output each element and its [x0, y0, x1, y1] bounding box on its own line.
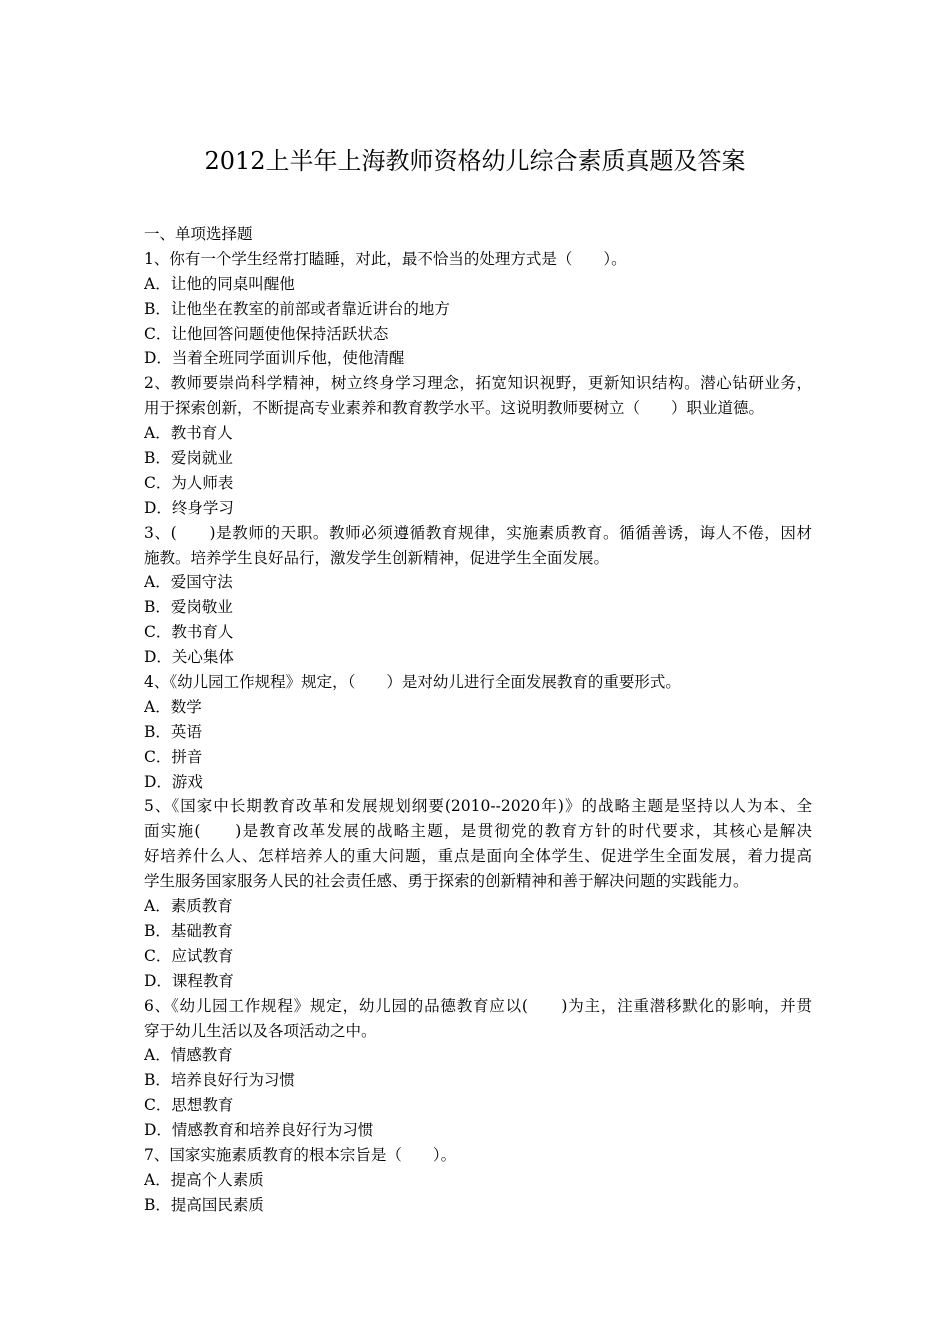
question-6-stem-line-2: 穿于幼儿生活以及各项活动之中。 [144, 1021, 377, 1040]
question-6-stem-line-1: 6、《幼儿园工作规程》规定，幼儿园的品德教育应以( )为主，注重潜移默化的影响，并贯 [144, 996, 812, 1015]
page-title: 2012上半年上海教师资格幼儿综合素质真题及答案 [204, 147, 746, 175]
question-2-stem-line-1: 2、教师要崇尚科学精神，树立终身学习理念，拓宽知识视野，更新知识结构。潜心钻研业务， [144, 374, 812, 393]
question-1-option-a: A．让他的同桌叫醒他 [144, 274, 295, 293]
question-5-stem-line-1: 5、《国家中长期教育改革和发展规划纲要(2010--2020年)》的战略主题是坚持以人为本、全 [144, 797, 812, 816]
question-7-option-a: A．提高个人素质 [144, 1170, 264, 1189]
question-3-option-c: C．教书育人 [144, 623, 234, 642]
question-4-option-a: A．数学 [144, 697, 202, 716]
question-5-option-d: D．课程教育 [144, 971, 234, 990]
question-3-option-d: D．关心集体 [144, 648, 234, 667]
question-3-option-a: A．爱国守法 [144, 573, 233, 592]
question-2-option-a: A．教书育人 [144, 424, 233, 443]
question-5-option-b: B．基础教育 [144, 921, 233, 940]
question-3-option-b: B．爱岗敬业 [144, 598, 233, 617]
question-5-option-c: C．应试教育 [144, 946, 234, 965]
question-6-option-c: C．思想教育 [144, 1096, 234, 1115]
question-2-option-d: D．终身学习 [144, 498, 234, 517]
question-6-option-a: A．情感教育 [144, 1046, 233, 1065]
section-heading: 一、单项选择题 [144, 225, 253, 243]
question-7-option-b: B．提高国民素质 [144, 1195, 264, 1214]
question-1-option-b: B．让他坐在教室的前部或者靠近讲台的地方 [144, 299, 450, 318]
question-3-stem-line-1: 3、( )是教师的天职。教师必须遵循教育规律，实施素质教育。循循善诱，诲人不倦，因材 [144, 523, 812, 542]
question-5-stem-line-2: 面实施( )是教育改革发展的战略主题，是贯彻党的教育方针的时代要求，其核心是解决 [144, 822, 812, 841]
question-6-option-d: D．情感教育和培养良好行为习惯 [144, 1121, 374, 1140]
question-7-stem: 7、国家实施素质教育的根本宗旨是（ ）。 [144, 1145, 457, 1164]
question-2-option-c: C．为人师表 [144, 473, 234, 492]
question-6-option-b: B．培养良好行为习惯 [144, 1071, 295, 1090]
question-5-stem-line-4: 学生服务国家服务人民的社会责任感、勇于探索的创新精神和善于解决问题的实践能力。 [144, 872, 749, 891]
question-1-option-c: C．让他回答问题使他保持活跃状态 [144, 324, 389, 343]
question-5-option-a: A．素质教育 [144, 897, 233, 916]
question-3-stem-line-2: 施教。培养学生良好品行，激发学生创新精神，促进学生全面发展。 [144, 548, 610, 567]
question-1-stem: 1、你有一个学生经常打瞌睡，对此，最不恰当的处理方式是（ ）。 [144, 249, 627, 268]
document-body [144, 222, 812, 1218]
question-4-option-d: D．游戏 [144, 772, 203, 791]
question-5-stem-line-3: 好培养什么人、怎样培养人的重大问题，重点是面向全体学生、促进学生全面发展，着力提高 [144, 847, 812, 866]
question-4-option-b: B．英语 [144, 722, 202, 741]
question-4-stem: 4、《幼儿园工作规程》规定，（ ）是对幼儿进行全面发展教育的重要形式。 [144, 673, 681, 692]
question-1-option-d: D．当着全班同学面训斥他，使他清醒 [144, 349, 405, 368]
question-4-option-c: C．拼音 [144, 747, 203, 766]
question-2-option-b: B．爱岗就业 [144, 449, 233, 468]
question-2-stem-line-2: 用于探索创新，不断提高专业素养和教育教学水平。这说明教师要树立（ ）职业道德。 [144, 399, 765, 418]
